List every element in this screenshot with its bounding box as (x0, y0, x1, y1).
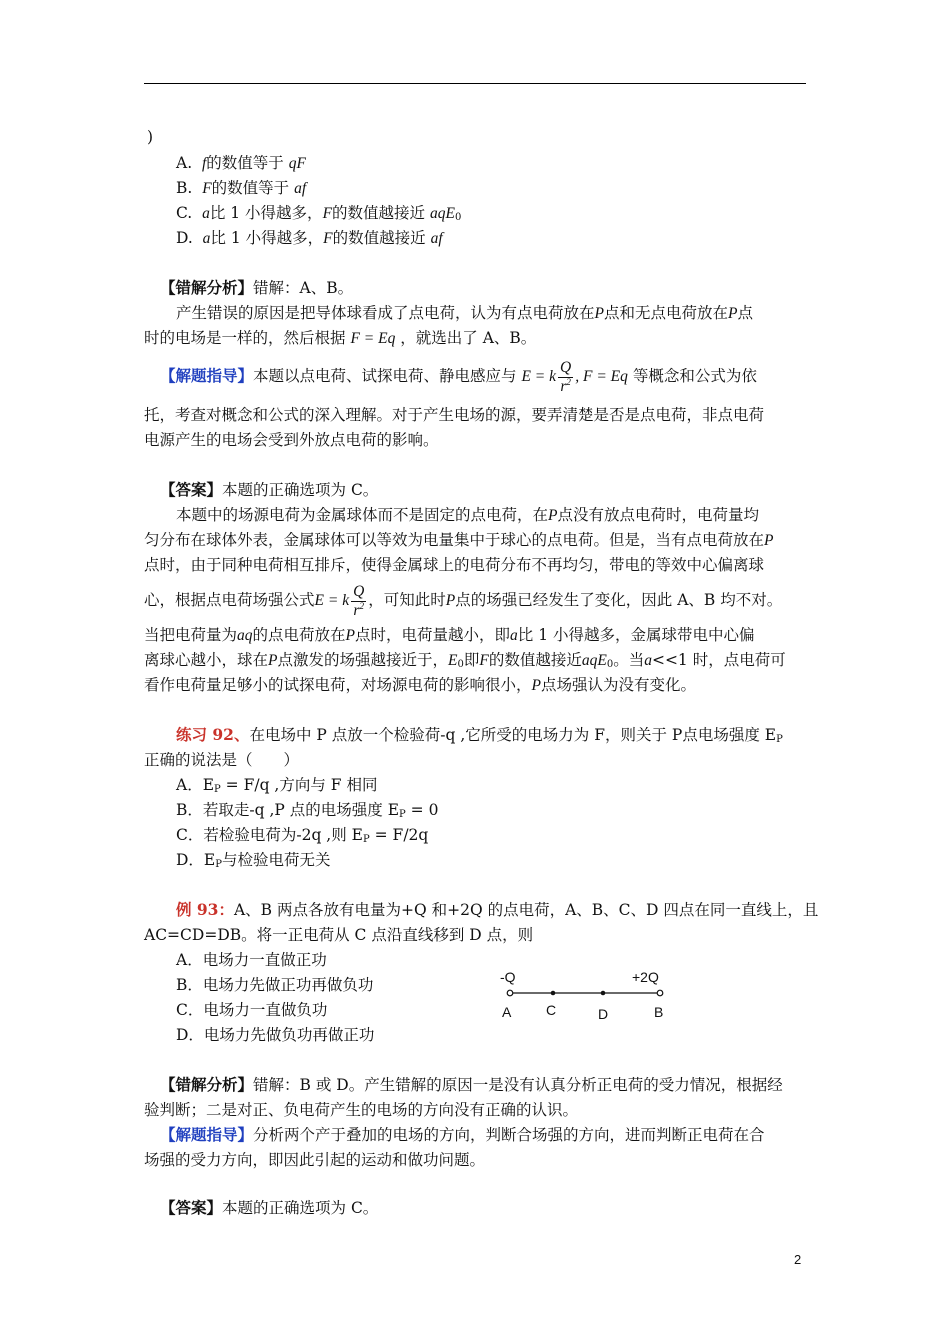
solution-guide-1-line2: 托，考查对概念和公式的深入理解。对于产生电场的源，要弄清楚是否是点电荷，非点电荷 (144, 406, 765, 424)
charge-line-svg (490, 986, 680, 1000)
closing-paren: ) (147, 128, 154, 146)
option-b: B. F的数值等于 af (176, 179, 307, 197)
answer-tag: 【答案】 (160, 1198, 223, 1217)
error-analysis-1-line2: 时的电场是一样的，然后根据 F = Eq ，就选出了 A、B。 (144, 329, 537, 347)
solution-guide-tag: 【解题指导】 (160, 1125, 254, 1144)
point-c-marker (551, 991, 556, 996)
error-analysis-2-line2: 验判断；二是对正、负电荷产生的电场的方向没有正确的认识。 (144, 1101, 579, 1119)
left-charge-label: -Q (500, 969, 516, 985)
option-a: A. f的数值等于 qF (176, 154, 306, 172)
right-charge-label: +2Q (632, 969, 659, 985)
answer-1-line2: 匀分布在球体外表，金属球体可以等效为电量集中于球心的点电荷。但是，当有点电荷放在P (144, 531, 774, 549)
point-a-label: A (502, 1004, 512, 1020)
exercise-92-option-a: A．$E_P = F/q$ ,方向与 F 相同 (176, 776, 378, 795)
example-93-option-c: C．电场力一直做负功 (176, 1001, 328, 1019)
solution-guide-2-line1: 【解题指导】分析两个产于叠加的电场的方向，判断合场强的方向，进而判断正电荷在合 (160, 1125, 765, 1144)
answer-1-line6: 离球心越小，球在P点激发的场强越接近于，$E_0$即F的数值越接近aqE$_0$。当a<<1 时，点电荷可 (144, 651, 786, 670)
answer-1-line3: 点时，由于同种电荷相互排斥，使得金属球上的电荷分布不再均匀，带电的等效中心偏离球 (144, 556, 765, 574)
solution-guide-2-line2: 场强的受力方向，即因此引起的运动和做功问题。 (144, 1151, 486, 1169)
error-analysis-tag: 【错解分析】 (160, 1075, 254, 1094)
formula-fraction: $\frac{Q}{r^2}$ (353, 582, 365, 619)
example-93-line1: 例 93：A、B 两点各放有电量为+Q 和+2Q 的点电荷，A、B、C、D 四点在同一直线上，且 (176, 900, 819, 919)
point-a-marker (507, 990, 513, 996)
answer-2: 【答案】本题的正确选项为 C。 (160, 1198, 379, 1217)
header-rule (144, 83, 806, 84)
exercise-92-tag: 练习 92、 (176, 725, 250, 744)
error-analysis-tag: 【错解分析】 (160, 278, 254, 297)
formula-fraction: $\frac{Q}{r^2}$ (560, 358, 572, 395)
answer-1-line5: 当把电荷量为aq的点电荷放在P点时，电荷量越小，即a比 1 小得越多，金属球带电中心偏 (144, 626, 755, 644)
answer-tag: 【答案】 (160, 480, 223, 499)
answer-1-line4: 心，根据点电荷场强公式E = k $\frac{Q}{r^2}$ ，可知此时P点的场强已经发生了变化，因此 A、B 均不对。 (144, 582, 783, 619)
solution-guide-1: 【解题指导】本题以点电荷、试探电荷、静电感应与 E = k $\frac{Q}{r^2}$ , F = Eq 等概念和公式为依 (160, 358, 757, 395)
solution-guide-tag: 【解题指导】 (160, 366, 254, 385)
exercise-92-option-b: B．若取走-q ,P 点的电场强度 $E_P = 0$ (176, 801, 439, 820)
page-number: 2 (794, 1252, 802, 1267)
exercise-92-option-c: C．若检验电荷为-2q ,则 $E_P = F/2q$ (176, 826, 429, 845)
exercise-92-line2: 正确的说法是（ ） (144, 751, 300, 769)
point-b-label: B (654, 1004, 664, 1020)
point-c-label: C (546, 1002, 557, 1018)
example-93-line2: AC=CD=DB。将一正电荷从 C 点沿直线移到 D 点，则 (144, 926, 534, 944)
answer-1: 【答案】本题的正确选项为 C。 (160, 480, 379, 499)
example-93-option-d: D．电场力先做负功再做正功 (176, 1026, 375, 1044)
charge-line-diagram (490, 964, 680, 1024)
exercise-92-option-d: D．$E_P$与检验电荷无关 (176, 851, 331, 870)
solution-guide-1-line3: 电源产生的电场会受到外放点电荷的影响。 (144, 431, 439, 449)
answer-1-line1: 本题中的场源电荷为金属球体而不是固定的点电荷，在P点没有放点电荷时，电荷量均 (176, 506, 759, 524)
point-b-marker (657, 990, 663, 996)
point-d-marker (601, 991, 606, 996)
example-93-option-b: B．电场力先做正功再做负功 (176, 976, 374, 994)
answer-1-line7: 看作电荷量足够小的试探电荷，对场源电荷的影响很小，P点场强认为没有变化。 (144, 676, 696, 694)
error-analysis-1: 【错解分析】错解：A、B。 (160, 278, 354, 297)
example-93-option-a: A．电场力一直做正功 (176, 951, 327, 969)
error-analysis-1-line1: 产生错误的原因是把导体球看成了点电荷，认为有点电荷放在P点和无点电荷放在P点 (176, 304, 753, 322)
point-d-label: D (598, 1006, 609, 1022)
error-analysis-2-line1: 【错解分析】错解：B 或 D。产生错解的原因一是没有认真分析正电荷的受力情况，根据经 (160, 1075, 783, 1094)
option-d: D. a比 1 小得越多，F的数值越接近 af (176, 229, 443, 247)
option-c: C. a比 1 小得越多，F的数值越接近 aqE$_0$ (176, 204, 462, 223)
exercise-92-line1: 练习 92、在电场中 P 点放一个检验荷-q ,它所受的电场力为 F，则关于 P点电场强度 $E_P$ (176, 725, 783, 745)
example-93-tag: 例 93： (176, 900, 234, 919)
